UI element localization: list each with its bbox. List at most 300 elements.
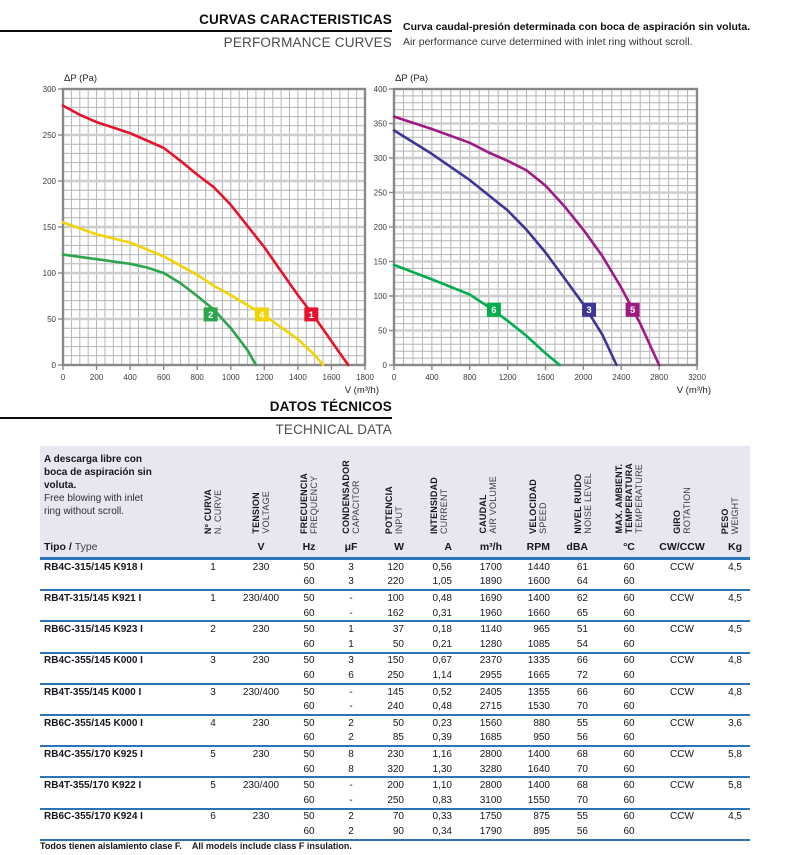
data-cell: 0,48 — [432, 701, 452, 713]
data-cell: - — [349, 607, 353, 619]
data-cell: 60 — [623, 825, 635, 837]
model-group — [40, 716, 750, 747]
data-cell: 50 — [303, 748, 315, 760]
data-cell: CCW — [670, 686, 694, 698]
svg-text:1200: 1200 — [498, 373, 517, 382]
model-name — [40, 637, 192, 652]
data-cell: 965 — [533, 624, 550, 636]
curve-badge-6 — [487, 303, 501, 317]
data-cell: CCW — [670, 780, 694, 792]
data-cell: 60 — [303, 638, 315, 650]
svg-text:1600: 1600 — [536, 373, 555, 382]
data-cell — [192, 606, 234, 621]
type-column-header: Tipo / Type — [44, 541, 98, 553]
data-cell: 145 — [387, 686, 404, 698]
data-cell: 230/400 — [242, 686, 280, 698]
table-row — [40, 716, 750, 731]
svg-text:1400: 1400 — [288, 373, 307, 382]
model-name — [40, 668, 192, 683]
data-cell: 3 — [348, 576, 354, 588]
svg-text:1800: 1800 — [356, 373, 374, 382]
data-cell: 8 — [348, 763, 354, 775]
data-cell: - — [349, 701, 353, 713]
svg-text:100: 100 — [42, 268, 56, 278]
data-cell: 66 — [576, 686, 588, 698]
table-row — [40, 762, 750, 777]
data-cell: 50 — [303, 655, 315, 667]
data-cell — [654, 606, 710, 621]
data-cell: 60 — [303, 763, 315, 775]
data-cell: 1640 — [527, 763, 550, 775]
data-cell: 55 — [576, 717, 588, 729]
data-cell: 1140 — [480, 624, 502, 636]
data-cell: 50 — [303, 686, 315, 698]
unit-V: V — [257, 541, 265, 553]
column-header-input: POTENCIA INPUT — [384, 485, 404, 534]
data-cell: 120 — [387, 561, 404, 573]
data-cell — [710, 637, 750, 652]
data-cell: 60 — [303, 607, 315, 619]
data-cell: 70 — [392, 811, 404, 823]
model-name: RB4C-315/145 K918 I — [44, 561, 143, 573]
data-cell — [654, 699, 710, 714]
data-cell: 68 — [576, 748, 588, 760]
data-cell: 0,39 — [432, 732, 452, 744]
data-cell: 1,14 — [432, 669, 452, 681]
model-name: RB6C-315/145 K923 I — [44, 624, 143, 636]
data-cell: 1960 — [479, 607, 502, 619]
model-name — [40, 762, 192, 777]
data-cell: 162 — [387, 607, 404, 619]
data-cell: 60 — [623, 701, 635, 713]
svg-text:800: 800 — [190, 373, 204, 382]
data-cell: 0,56 — [432, 561, 452, 573]
svg-text:50: 50 — [47, 314, 56, 324]
data-cell — [654, 731, 710, 746]
curves-note-es: Curva caudal-presión determinada con boca de aspiración sin voluta. — [403, 21, 751, 33]
data-cell: 5,8 — [728, 748, 742, 760]
svg-text:0: 0 — [382, 360, 387, 370]
svg-text:250: 250 — [42, 130, 56, 140]
data-cell: 60 — [623, 592, 635, 604]
model-group — [40, 622, 750, 653]
data-cell: 4,8 — [728, 655, 742, 667]
data-cell: 3 — [348, 655, 354, 667]
data-cell: 60 — [623, 669, 635, 681]
data-cell: 8 — [348, 748, 354, 760]
data-cell: 60 — [623, 717, 635, 729]
svg-text:350: 350 — [373, 119, 387, 129]
data-cell — [234, 793, 288, 808]
model-name: RB4T-315/145 K921 I — [44, 592, 142, 604]
table-row — [40, 810, 750, 825]
unit-CW/CCW: CW/CCW — [659, 541, 705, 553]
data-cell: 100 — [387, 592, 404, 604]
data-cell: 3280 — [479, 763, 502, 775]
data-cell: 66 — [576, 655, 588, 667]
model-name: RB4C-355/170 K925 I — [44, 748, 143, 760]
data-cell: 60 — [623, 811, 635, 823]
data-cell: 1,05 — [432, 576, 452, 588]
data-cell: 3,6 — [728, 717, 742, 729]
svg-text:2: 2 — [207, 309, 214, 321]
data-cell: 2 — [348, 825, 354, 837]
data-cell: 4,5 — [728, 561, 742, 573]
data-cell: 60 — [303, 701, 315, 713]
data-cell — [192, 575, 234, 590]
data-cell: CCW — [670, 717, 694, 729]
data-cell: CCW — [670, 655, 694, 667]
data-cell: 2405 — [479, 686, 502, 698]
data-cell: CCW — [670, 561, 694, 573]
data-cell — [192, 793, 234, 808]
data-cell — [234, 824, 288, 839]
data-cell: 895 — [533, 825, 550, 837]
data-cell: 1,30 — [432, 763, 452, 775]
data-cell: 60 — [623, 748, 635, 760]
data-cell: 0,18 — [432, 624, 452, 636]
column-header-speed: VELOCIDAD SPEED — [528, 479, 548, 534]
data-cell: 4,5 — [728, 811, 742, 823]
data-cell: 0,67 — [432, 655, 452, 667]
data-cell: 60 — [623, 686, 635, 698]
table-row — [40, 685, 750, 700]
data-cell: 1690 — [479, 592, 502, 604]
svg-text:150: 150 — [42, 222, 56, 232]
unit-RPM: RPM — [526, 541, 550, 553]
data-cell: 65 — [576, 607, 588, 619]
data-cell: 1530 — [527, 701, 550, 713]
data-cell: 5 — [210, 780, 216, 792]
data-cell: 68 — [576, 780, 588, 792]
curve-badge-2 — [204, 307, 218, 321]
data-cell: 50 — [303, 717, 315, 729]
model-group — [40, 747, 750, 778]
data-cell: 60 — [623, 763, 635, 775]
data-cell: 240 — [387, 701, 404, 713]
data-cell: 1335 — [527, 655, 550, 667]
unit-Kg: Kg — [728, 541, 742, 553]
data-cell: 1660 — [527, 607, 550, 619]
data-cell: 60 — [303, 669, 315, 681]
data-cell: 72 — [576, 669, 588, 681]
svg-text:800: 800 — [463, 373, 477, 382]
column-header-temperature: MAX. AMBIENT. TEMPERATURA TEMPERATURE — [614, 463, 644, 534]
table-row — [40, 747, 750, 762]
svg-text:200: 200 — [89, 373, 104, 382]
data-cell — [234, 575, 288, 590]
model-group — [40, 560, 750, 591]
table-row — [40, 637, 750, 652]
data-cell — [234, 762, 288, 777]
table-row — [40, 778, 750, 793]
data-cell: 1685 — [479, 732, 502, 744]
table-row — [40, 824, 750, 839]
data-cell: 56 — [576, 825, 588, 837]
unit-μF: μF — [344, 541, 358, 553]
data-cell — [710, 793, 750, 808]
data-cell — [654, 637, 710, 652]
data-cell: - — [349, 780, 353, 792]
data-cell: CCW — [670, 624, 694, 636]
data-cell — [192, 699, 234, 714]
data-cell: 55 — [576, 811, 588, 823]
data-cell: 1 — [348, 638, 354, 650]
svg-text:1: 1 — [308, 309, 314, 321]
data-cell: 70 — [576, 701, 588, 713]
data-cell: 1890 — [479, 576, 502, 588]
data-cell: 0,34 — [432, 825, 452, 837]
data-cell: 60 — [623, 576, 635, 588]
data-cell: 60 — [623, 655, 635, 667]
data-cell — [192, 762, 234, 777]
data-cell: 60 — [303, 794, 315, 806]
data-cell — [710, 668, 750, 683]
data-cell: 1400 — [527, 592, 550, 604]
data-cell: 230 — [252, 748, 270, 760]
technical-data-table — [40, 446, 750, 841]
data-cell: 60 — [623, 780, 635, 792]
data-cell: 50 — [303, 811, 315, 823]
svg-text:2000: 2000 — [574, 373, 593, 382]
curves-title-es: CURVAS CARACTERISTICAS — [0, 12, 392, 32]
data-cell: 1665 — [527, 669, 550, 681]
data-cell: 3100 — [479, 794, 502, 806]
model-group — [40, 685, 750, 716]
data-cell — [192, 824, 234, 839]
svg-text:100: 100 — [373, 291, 387, 301]
column-header-capacitor: CONDENSADOR CAPACITOR — [341, 460, 361, 534]
model-group — [40, 591, 750, 622]
data-cell — [710, 606, 750, 621]
svg-text:400: 400 — [425, 373, 439, 382]
free-blowing-description: A descarga libre con boca de aspiración sin voluta. Free blowing with inlet ring without scroll. — [44, 454, 152, 517]
svg-text:0: 0 — [51, 360, 56, 370]
data-cell: 230/400 — [242, 592, 280, 604]
technical-title-en: TECHNICAL DATA — [275, 422, 392, 437]
table-header — [40, 446, 750, 560]
data-cell: 2370 — [479, 655, 502, 667]
data-cell: 1550 — [527, 794, 550, 806]
data-cell: 230/400 — [242, 780, 280, 792]
model-name — [40, 606, 192, 621]
data-cell — [654, 824, 710, 839]
unit-none — [192, 534, 234, 557]
data-cell: 200 — [387, 780, 404, 792]
model-group — [40, 810, 750, 841]
model-name: RB4T-355/170 K922 I — [44, 780, 142, 792]
data-cell — [234, 606, 288, 621]
curve-badge-3 — [582, 303, 596, 317]
svg-text:ΔP (Pa): ΔP (Pa) — [64, 73, 98, 84]
data-cell: 250 — [387, 794, 404, 806]
data-cell: 1440 — [527, 561, 550, 573]
data-cell: 54 — [576, 638, 588, 650]
technical-title-es: DATOS TÉCNICOS — [0, 399, 392, 419]
data-cell — [234, 699, 288, 714]
data-cell: 70 — [576, 763, 588, 775]
data-cell: 5,8 — [728, 780, 742, 792]
data-cell: 0,23 — [432, 717, 452, 729]
data-cell: 230 — [387, 748, 404, 760]
data-cell: 220 — [387, 576, 404, 588]
data-cell: 1400 — [527, 780, 550, 792]
table-row — [40, 668, 750, 683]
data-cell: 62 — [576, 592, 588, 604]
model-name: RB4C-355/145 K000 I — [44, 655, 143, 667]
data-cell — [234, 637, 288, 652]
data-cell: 60 — [623, 638, 635, 650]
unit-A: A — [444, 541, 452, 553]
column-header-rotation: GIRO ROTATION — [672, 487, 692, 534]
svg-text:600: 600 — [156, 373, 171, 382]
data-cell — [654, 762, 710, 777]
data-cell: 4,5 — [728, 592, 742, 604]
svg-text:1200: 1200 — [255, 373, 274, 382]
model-name: RB6C-355/145 K000 I — [44, 717, 143, 729]
data-cell: CCW — [670, 748, 694, 760]
performance-chart-355-series — [372, 68, 717, 398]
data-cell: 2 — [210, 624, 216, 636]
data-cell: 2 — [348, 717, 354, 729]
data-cell: 56 — [576, 732, 588, 744]
model-group — [40, 778, 750, 809]
data-cell: 4,5 — [728, 624, 742, 636]
data-cell: 60 — [623, 607, 635, 619]
data-cell — [710, 731, 750, 746]
svg-text:1600: 1600 — [322, 373, 341, 382]
data-cell: 230 — [252, 717, 270, 729]
svg-text:5: 5 — [629, 305, 636, 317]
data-cell: 2800 — [479, 780, 502, 792]
data-cell: 1,16 — [432, 748, 452, 760]
svg-text:2400: 2400 — [612, 373, 631, 382]
data-cell: 1790 — [479, 825, 502, 837]
curve-badge-4 — [255, 307, 269, 321]
data-cell — [710, 824, 750, 839]
svg-text:6: 6 — [491, 305, 497, 317]
insulation-footnote — [40, 841, 352, 851]
data-cell — [710, 699, 750, 714]
data-cell: 230 — [252, 561, 270, 573]
data-cell: 230 — [252, 811, 270, 823]
svg-text:200: 200 — [373, 222, 387, 232]
data-cell: CCW — [670, 811, 694, 823]
table-row — [40, 622, 750, 637]
data-cell: 1600 — [527, 576, 550, 588]
svg-text:0: 0 — [391, 373, 397, 382]
column-header-air-volume: CAUDAL AIR VOLUME — [478, 476, 498, 534]
column-header-n-curve: Nº CURVA N. CURVE — [203, 488, 223, 534]
data-cell: 0,48 — [432, 592, 452, 604]
data-cell: 61 — [576, 561, 588, 573]
data-cell: 37 — [392, 624, 404, 636]
data-cell — [654, 793, 710, 808]
data-cell: 1 — [210, 561, 216, 573]
unit-dBA: dBA — [566, 541, 588, 553]
data-cell: 150 — [387, 655, 404, 667]
data-cell: 1 — [348, 624, 354, 636]
data-cell — [654, 575, 710, 590]
data-cell: 85 — [392, 732, 404, 744]
column-header-voltage: TENSION VOLTAGE — [251, 491, 271, 534]
data-cell: 5 — [210, 748, 216, 760]
data-cell: 3 — [210, 686, 216, 698]
technical-section-header — [0, 399, 392, 437]
data-cell — [192, 637, 234, 652]
column-header-current: INTENSIDAD CURRENT — [429, 476, 449, 534]
data-cell: 70 — [576, 794, 588, 806]
data-cell: 1280 — [479, 638, 502, 650]
svg-text:400: 400 — [123, 373, 137, 382]
curve-badge-5 — [626, 303, 640, 317]
data-cell: 60 — [303, 825, 315, 837]
data-cell: 50 — [303, 624, 315, 636]
data-cell: 50 — [392, 717, 404, 729]
data-cell: 320 — [387, 763, 404, 775]
column-header-noise-level: NIVEL RUIDO NOISE LEVEL — [573, 473, 593, 534]
data-cell: 50 — [303, 780, 315, 792]
model-group — [40, 654, 750, 685]
model-name — [40, 793, 192, 808]
data-cell — [192, 668, 234, 683]
curves-section-header — [0, 12, 392, 50]
data-cell: 0,21 — [432, 638, 452, 650]
table-body — [40, 560, 750, 841]
svg-text:4: 4 — [259, 309, 265, 321]
data-cell: 230 — [252, 655, 270, 667]
data-cell: 60 — [303, 576, 315, 588]
data-cell: 1750 — [479, 811, 502, 823]
svg-text:3: 3 — [586, 305, 592, 317]
svg-text:2800: 2800 — [650, 373, 669, 382]
data-cell: 1700 — [479, 561, 502, 573]
data-cell: 60 — [303, 732, 315, 744]
svg-text:300: 300 — [373, 153, 387, 163]
data-cell: 50 — [392, 638, 404, 650]
performance-chart-315-series — [28, 68, 380, 398]
curves-note-en: Air performance curve determined with inlet ring without scroll. — [403, 36, 693, 48]
model-name — [40, 699, 192, 714]
svg-text:3200: 3200 — [688, 373, 706, 382]
data-cell: 0,33 — [432, 811, 452, 823]
data-cell: 60 — [623, 561, 635, 573]
data-cell — [710, 575, 750, 590]
model-name — [40, 731, 192, 746]
data-cell: 60 — [623, 624, 635, 636]
data-cell: 3 — [210, 655, 216, 667]
data-cell: - — [349, 592, 353, 604]
data-cell — [710, 762, 750, 777]
data-cell: 6 — [210, 811, 216, 823]
table-row — [40, 654, 750, 669]
data-cell: 880 — [533, 717, 550, 729]
data-cell: 1400 — [527, 748, 550, 760]
data-cell: 4,8 — [728, 686, 742, 698]
data-cell: 230 — [252, 624, 270, 636]
data-cell: 2955 — [479, 669, 502, 681]
unit-°C: °C — [623, 541, 635, 553]
svg-text:150: 150 — [373, 257, 387, 267]
data-cell: 3 — [348, 561, 354, 573]
data-cell: 950 — [533, 732, 550, 744]
curves-title-en: PERFORMANCE CURVES — [223, 35, 392, 50]
table-row — [40, 606, 750, 621]
data-cell: 50 — [303, 561, 315, 573]
data-cell: 4 — [210, 717, 216, 729]
model-name — [40, 575, 192, 590]
table-row — [40, 699, 750, 714]
